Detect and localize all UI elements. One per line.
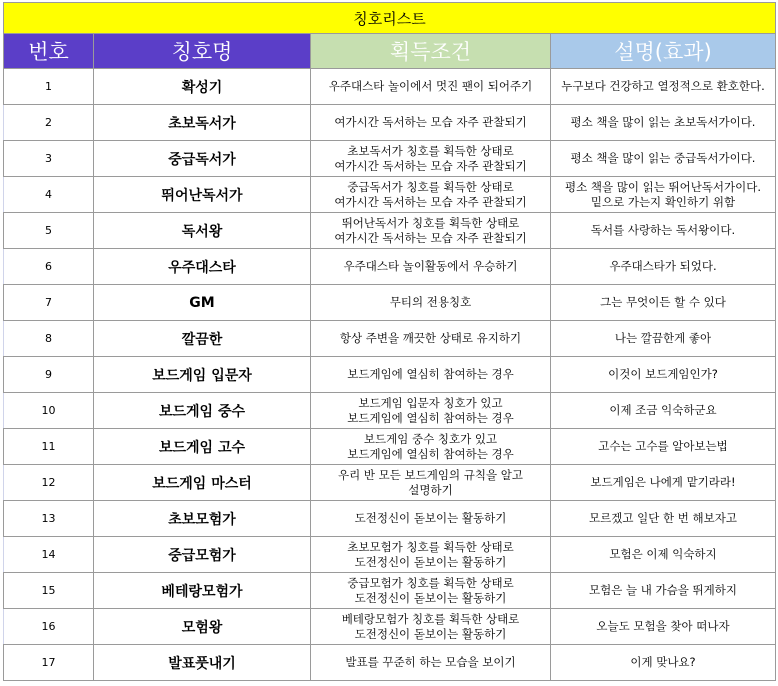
row-number: 13 (4, 501, 94, 537)
row-description (551, 177, 776, 213)
table-row (4, 213, 776, 249)
row-condition (311, 645, 551, 681)
row-description (551, 69, 776, 105)
row-description (551, 465, 776, 501)
description-line: 이제 조금 익숙하군요 (609, 403, 717, 417)
row-title-name: 초보모험가 (94, 501, 311, 537)
description-line: 우주대스타가 되었다. (609, 259, 717, 273)
condition-line: 베테랑모험가 칭호를 획득한 상태로 (341, 611, 520, 626)
row-condition (311, 465, 551, 501)
table-row (4, 573, 776, 609)
row-condition (311, 321, 551, 357)
condition-line: 여가시간 독서하는 모습 자주 관찰되기 (334, 230, 527, 245)
row-number: 6 (4, 249, 94, 285)
table-row (4, 321, 776, 357)
row-condition (311, 609, 551, 645)
row-number: 1 (4, 69, 94, 105)
row-description (551, 213, 776, 249)
row-title-name: 중급모험가 (94, 537, 311, 573)
row-description (551, 321, 776, 357)
header-condition: 획득조건 (311, 34, 551, 69)
condition-line: 우주대스타 놀이에서 멋진 팬이 되어주기 (328, 79, 533, 93)
row-description (551, 357, 776, 393)
row-number: 15 (4, 573, 94, 609)
description-line: 모험은 이제 익숙하지 (609, 547, 717, 561)
row-condition (311, 285, 551, 321)
sheet-title: 칭호리스트 (4, 3, 776, 34)
row-description (551, 393, 776, 429)
row-condition (311, 177, 551, 213)
table-row (4, 645, 776, 681)
row-title-name: GM (94, 285, 311, 321)
row-title-name: 뛰어난독서가 (94, 177, 311, 213)
row-description (551, 645, 776, 681)
table-row (4, 285, 776, 321)
row-condition (311, 141, 551, 177)
row-number: 5 (4, 213, 94, 249)
description-line: 모험은 늘 내 가슴을 뛰게하지 (589, 583, 737, 597)
description-line: 평소 책을 많이 읽는 뛰어난독서가이다. (564, 179, 762, 194)
row-description (551, 285, 776, 321)
row-description (551, 573, 776, 609)
condition-line: 무티의 전용칭호 (389, 295, 472, 309)
title-list-sheet (3, 2, 775, 681)
row-condition (311, 573, 551, 609)
header-description: 설명(효과) (551, 34, 776, 69)
condition-line: 도전정신이 돋보이는 활동하기 (354, 554, 507, 569)
condition-line: 도전정신이 돋보이는 활동하기 (354, 590, 507, 605)
condition-line: 우주대스타 놀이활동에서 우승하기 (343, 259, 518, 273)
condition-line: 항상 주변을 깨끗한 상태로 유지하기 (339, 331, 522, 345)
condition-line: 설명하기 (408, 482, 453, 497)
table-row (4, 69, 776, 105)
condition-line: 중급독서가 칭호를 획득한 상태로 (347, 179, 514, 194)
condition-line: 초보모험가 칭호를 획득한 상태로 (347, 539, 514, 554)
row-number: 3 (4, 141, 94, 177)
row-number: 12 (4, 465, 94, 501)
table-row (4, 501, 776, 537)
row-condition (311, 249, 551, 285)
row-number: 16 (4, 609, 94, 645)
row-number: 4 (4, 177, 94, 213)
row-condition (311, 213, 551, 249)
description-line: 밑으로 가는지 확인하기 위함 (590, 194, 736, 209)
row-title-name: 초보독서가 (94, 105, 311, 141)
row-condition (311, 393, 551, 429)
row-number: 9 (4, 357, 94, 393)
row-number: 10 (4, 393, 94, 429)
description-line: 보드게임은 나에게 맡기라라! (590, 475, 736, 489)
row-title-name: 발표풋내기 (94, 645, 311, 681)
row-title-name: 보드게임 중수 (94, 393, 311, 429)
header-number: 번호 (4, 34, 94, 69)
row-description (551, 537, 776, 573)
row-number: 14 (4, 537, 94, 573)
row-condition (311, 357, 551, 393)
row-title-name: 보드게임 고수 (94, 429, 311, 465)
table-row (4, 357, 776, 393)
condition-line: 보드게임 중수 칭호가 있고 (363, 431, 498, 446)
table-row (4, 393, 776, 429)
row-description (551, 249, 776, 285)
condition-line: 보드게임에 열심히 참여하는 경우 (347, 410, 514, 425)
row-title-name: 중급독서가 (94, 141, 311, 177)
condition-line: 도전정신이 돋보이는 활동하기 (354, 511, 507, 525)
title-table (3, 2, 776, 681)
row-description (551, 501, 776, 537)
row-number: 2 (4, 105, 94, 141)
row-condition (311, 105, 551, 141)
row-title-name: 확성기 (94, 69, 311, 105)
condition-line: 뛰어난독서가 칭호를 획득한 상태로 (341, 215, 520, 230)
row-description (551, 105, 776, 141)
row-number: 8 (4, 321, 94, 357)
row-title-name: 보드게임 입문자 (94, 357, 311, 393)
condition-line: 보드게임에 열심히 참여하는 경우 (347, 446, 514, 461)
row-title-name: 독서왕 (94, 213, 311, 249)
condition-line: 중급모험가 칭호를 획득한 상태로 (347, 575, 514, 590)
row-title-name: 보드게임 마스터 (94, 465, 311, 501)
row-description (551, 141, 776, 177)
condition-line: 발표를 꾸준히 하는 모습을 보이기 (345, 655, 516, 669)
row-condition (311, 69, 551, 105)
condition-line: 여가시간 독서하는 모습 자주 관찰되기 (334, 158, 527, 173)
description-line: 평소 책을 많이 읽는 초보독서가이다. (570, 115, 756, 129)
row-title-name: 모험왕 (94, 609, 311, 645)
description-line: 나는 깔끔한게 좋아 (614, 331, 712, 345)
row-title-name: 깔끔한 (94, 321, 311, 357)
row-description (551, 609, 776, 645)
description-line: 누구보다 건강하고 열정적으로 환호한다. (561, 79, 765, 93)
row-title-name: 우주대스타 (94, 249, 311, 285)
row-condition (311, 501, 551, 537)
description-line: 이것이 보드게임인가? (608, 367, 718, 381)
row-title-name: 베테랑모험가 (94, 573, 311, 609)
table-row (4, 177, 776, 213)
description-line: 오늘도 모험을 찾아 떠나자 (596, 619, 730, 633)
row-description (551, 429, 776, 465)
description-line: 이게 맞나요? (630, 655, 696, 669)
row-condition (311, 429, 551, 465)
description-line: 모르겠고 일단 한 번 해보자고 (589, 511, 737, 525)
condition-line: 보드게임에 열심히 참여하는 경우 (347, 367, 514, 381)
condition-line: 여가시간 독서하는 모습 자주 관찰되기 (334, 115, 527, 129)
description-line: 고수는 고수를 알아보는법 (598, 439, 728, 453)
table-row (4, 537, 776, 573)
description-line: 평소 책을 많이 읽는 중급독서가이다. (570, 151, 756, 165)
table-row (4, 105, 776, 141)
table-row (4, 609, 776, 645)
table-row (4, 141, 776, 177)
condition-line: 보드게임 입문자 칭호가 있고 (358, 395, 503, 410)
row-number: 7 (4, 285, 94, 321)
condition-line: 여가시간 독서하는 모습 자주 관찰되기 (334, 194, 527, 209)
row-condition (311, 537, 551, 573)
table-row (4, 465, 776, 501)
description-line: 그는 무엇이든 할 수 있다 (600, 295, 726, 309)
row-number: 17 (4, 645, 94, 681)
table-row (4, 429, 776, 465)
header-title-name: 칭호명 (94, 34, 311, 69)
row-number: 11 (4, 429, 94, 465)
condition-line: 도전정신이 돋보이는 활동하기 (354, 626, 507, 641)
description-line: 독서를 사랑하는 독서왕이다. (590, 223, 736, 237)
condition-line: 우리 반 모든 보드게임의 규칙을 알고 (338, 467, 523, 482)
table-row (4, 249, 776, 285)
condition-line: 초보독서가 칭호를 획득한 상태로 (347, 143, 514, 158)
